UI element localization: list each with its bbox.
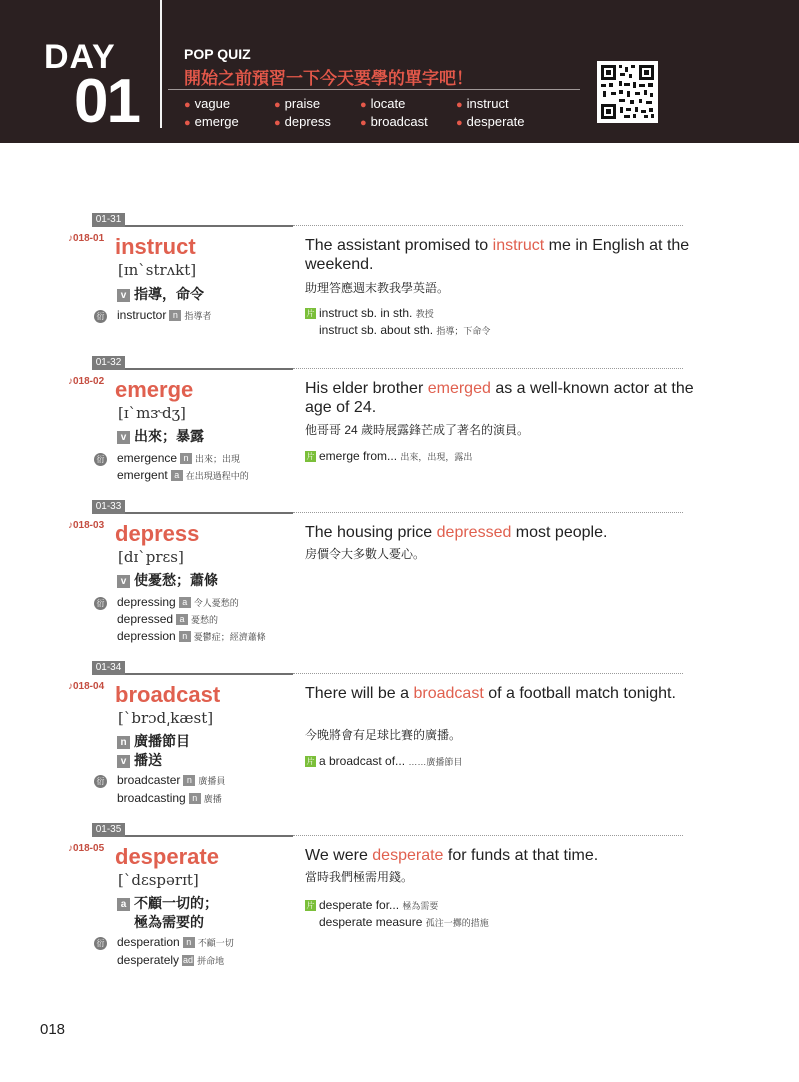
bullet-icon: ● (360, 117, 367, 129)
pos-badge: a (176, 614, 188, 625)
meaning: 廣播節目 (134, 733, 190, 749)
phrase: desperate for... 極為需要 (319, 898, 439, 912)
pos-badge: v (117, 575, 130, 588)
derivative: desperately ad 拼命地 (117, 953, 225, 967)
quiz-divider (168, 89, 580, 90)
quiz-word: ● instruct (456, 96, 509, 111)
entry-rule (125, 225, 293, 227)
pronunciation: [dɪ`prɛs] (118, 548, 184, 566)
quiz-word: ● broadcast (360, 114, 428, 129)
derivative: depressing a 令人憂愁的 (117, 595, 239, 609)
page-number: 018 (40, 1021, 66, 1038)
pos-badge: a (179, 597, 191, 608)
example-sentence: There will be a broadcast of a football match tonight. (305, 685, 676, 702)
entry-rule (125, 835, 293, 837)
example-sentence: The housing price depressed most people. (305, 524, 608, 541)
quiz-word: ● praise (274, 96, 321, 111)
headword: desperate (115, 844, 219, 869)
sentence-translation: 房價令大多數人憂心。 (305, 547, 426, 561)
entry-dotted-rule (293, 512, 683, 513)
sense (117, 731, 190, 751)
derivative-icon: 衍 (94, 775, 107, 788)
entry-dotted-rule (293, 673, 683, 674)
bullet-icon: ● (184, 99, 191, 111)
quiz-word: ● depress (274, 114, 331, 129)
day-header (0, 0, 799, 143)
example-sentence: His elder brother emerged as a well-known actor at the age of 24. (305, 380, 694, 416)
derivative-icon: 衍 (94, 310, 107, 323)
pos-badge: n (189, 793, 201, 804)
derivative: depression n 憂鬱症；經濟蕭條 (117, 629, 266, 643)
example-sentence: We were desperate for funds at that time. (305, 847, 599, 864)
meaning: 不顧一切的； (134, 895, 218, 911)
pos-badge: v (117, 755, 130, 768)
derivative: desperation n 不顧一切 (117, 935, 234, 949)
sentence-translation: 他哥哥 24 歲時展露鋒芒成了著名的演員。 (305, 423, 530, 437)
derivative-icon: 衍 (94, 937, 107, 950)
quiz-title: POP QUIZ (184, 46, 251, 62)
pos-badge: v (117, 431, 130, 444)
headword: depress (115, 521, 200, 546)
quiz-subtitle: 開始之前預習一下今天要學的單字吧！ (184, 69, 473, 88)
meaning: 指導，命令 (134, 286, 204, 302)
pos-badge: a (117, 898, 130, 911)
example-sentence: The assistant promised to instruct me in English at the weekend. (305, 237, 690, 273)
headword: emerge (115, 377, 194, 402)
phrase-icon: 片 (306, 452, 315, 461)
bullet-icon: ● (456, 117, 463, 129)
pos-badge: n (180, 453, 192, 464)
quiz-word: ● vague (184, 96, 231, 111)
header-divider (160, 0, 162, 128)
pos-badge: ad (183, 955, 194, 965)
audio-track[interactable]: ♪018-05 (68, 843, 105, 854)
sense (134, 912, 204, 932)
entry-dotted-rule (293, 835, 683, 836)
derivative: emergent a 在出現過程中的 (117, 468, 249, 482)
quiz-word: ● emerge (184, 114, 239, 129)
entry-rule (125, 512, 293, 514)
phrase: emerge from... 出來，出現，露出 (319, 449, 473, 463)
sense (117, 426, 204, 446)
pos-badge: n (183, 937, 195, 948)
phrase-icon: 片 (306, 309, 315, 318)
sense (117, 570, 218, 590)
bullet-icon: ● (274, 99, 281, 111)
entry-dotted-rule (293, 225, 683, 226)
meaning: 播送 (134, 752, 162, 768)
entry-rule (125, 368, 293, 370)
bullet-icon: ● (274, 117, 281, 129)
entry-code: 01-31 (92, 213, 125, 227)
phrase: instruct sb. about sth. 指導；下命令 (319, 323, 491, 337)
pos-badge: n (117, 736, 130, 749)
entry-code: 01-34 (92, 661, 125, 675)
sense (117, 893, 218, 913)
pronunciation: [ɪn`strʌkt] (118, 261, 197, 279)
sentence-translation: 今晚將會有足球比賽的廣播。 (305, 728, 462, 742)
phrase: instruct sb. in sth. 教授 (319, 306, 434, 320)
derivative: broadcasting n 廣播 (117, 791, 222, 805)
audio-track[interactable]: ♪018-04 (68, 681, 105, 692)
meaning: 極為需要的 (134, 914, 204, 930)
bullet-icon: ● (184, 117, 191, 129)
headword: instruct (115, 234, 196, 259)
pos-badge: n (179, 631, 191, 642)
derivative-icon: 衍 (94, 597, 107, 610)
audio-track[interactable]: ♪018-02 (68, 376, 105, 387)
sense (117, 750, 162, 770)
sentence-translation: 當時我們極需用錢。 (305, 870, 414, 884)
sentence-translation: 助理答應週末教我學英語。 (305, 281, 450, 295)
entry-rule (125, 673, 293, 675)
headword: broadcast (115, 682, 221, 707)
derivative-icon: 衍 (94, 453, 107, 466)
derivative: broadcaster n 廣播員 (117, 773, 226, 787)
pronunciation: [`brɔd͵kæst] (118, 709, 214, 727)
pronunciation: [ɪ`mɝdʒ] (118, 404, 186, 422)
quiz-word: ● desperate (456, 114, 525, 129)
pos-badge: n (183, 775, 195, 786)
meaning: 出來；暴露 (134, 428, 204, 444)
pos-badge: a (171, 470, 183, 481)
pos-badge: n (169, 310, 181, 321)
qr-code-icon[interactable] (597, 61, 658, 123)
pronunciation: [`dɛspərɪt] (118, 871, 199, 889)
bullet-icon: ● (360, 99, 367, 111)
day-label: DAY (44, 38, 116, 76)
phrase-icon: 片 (306, 757, 315, 766)
entry-code: 01-35 (92, 823, 125, 837)
meaning: 使憂愁；蕭條 (134, 572, 218, 588)
phrase-icon: 片 (306, 901, 315, 910)
quiz-word: ● locate (360, 96, 406, 111)
day-number: 01 (74, 67, 139, 136)
entry-code: 01-33 (92, 500, 125, 514)
pos-badge: v (117, 289, 130, 302)
audio-track[interactable]: ♪018-03 (68, 520, 105, 531)
derivative: instructor n 指導者 (117, 308, 212, 322)
derivative: emergence n 出來；出現 (117, 451, 241, 465)
entry-code: 01-32 (92, 356, 125, 370)
sense (117, 284, 204, 304)
derivative: depressed a 憂愁的 (117, 612, 219, 626)
phrase: a broadcast of... ……廣播節目 (319, 754, 463, 768)
bullet-icon: ● (456, 99, 463, 111)
audio-track[interactable]: ♪018-01 (68, 233, 105, 244)
phrase: desperate measure 孤注一擲的措施 (319, 915, 489, 929)
entry-dotted-rule (293, 368, 683, 369)
